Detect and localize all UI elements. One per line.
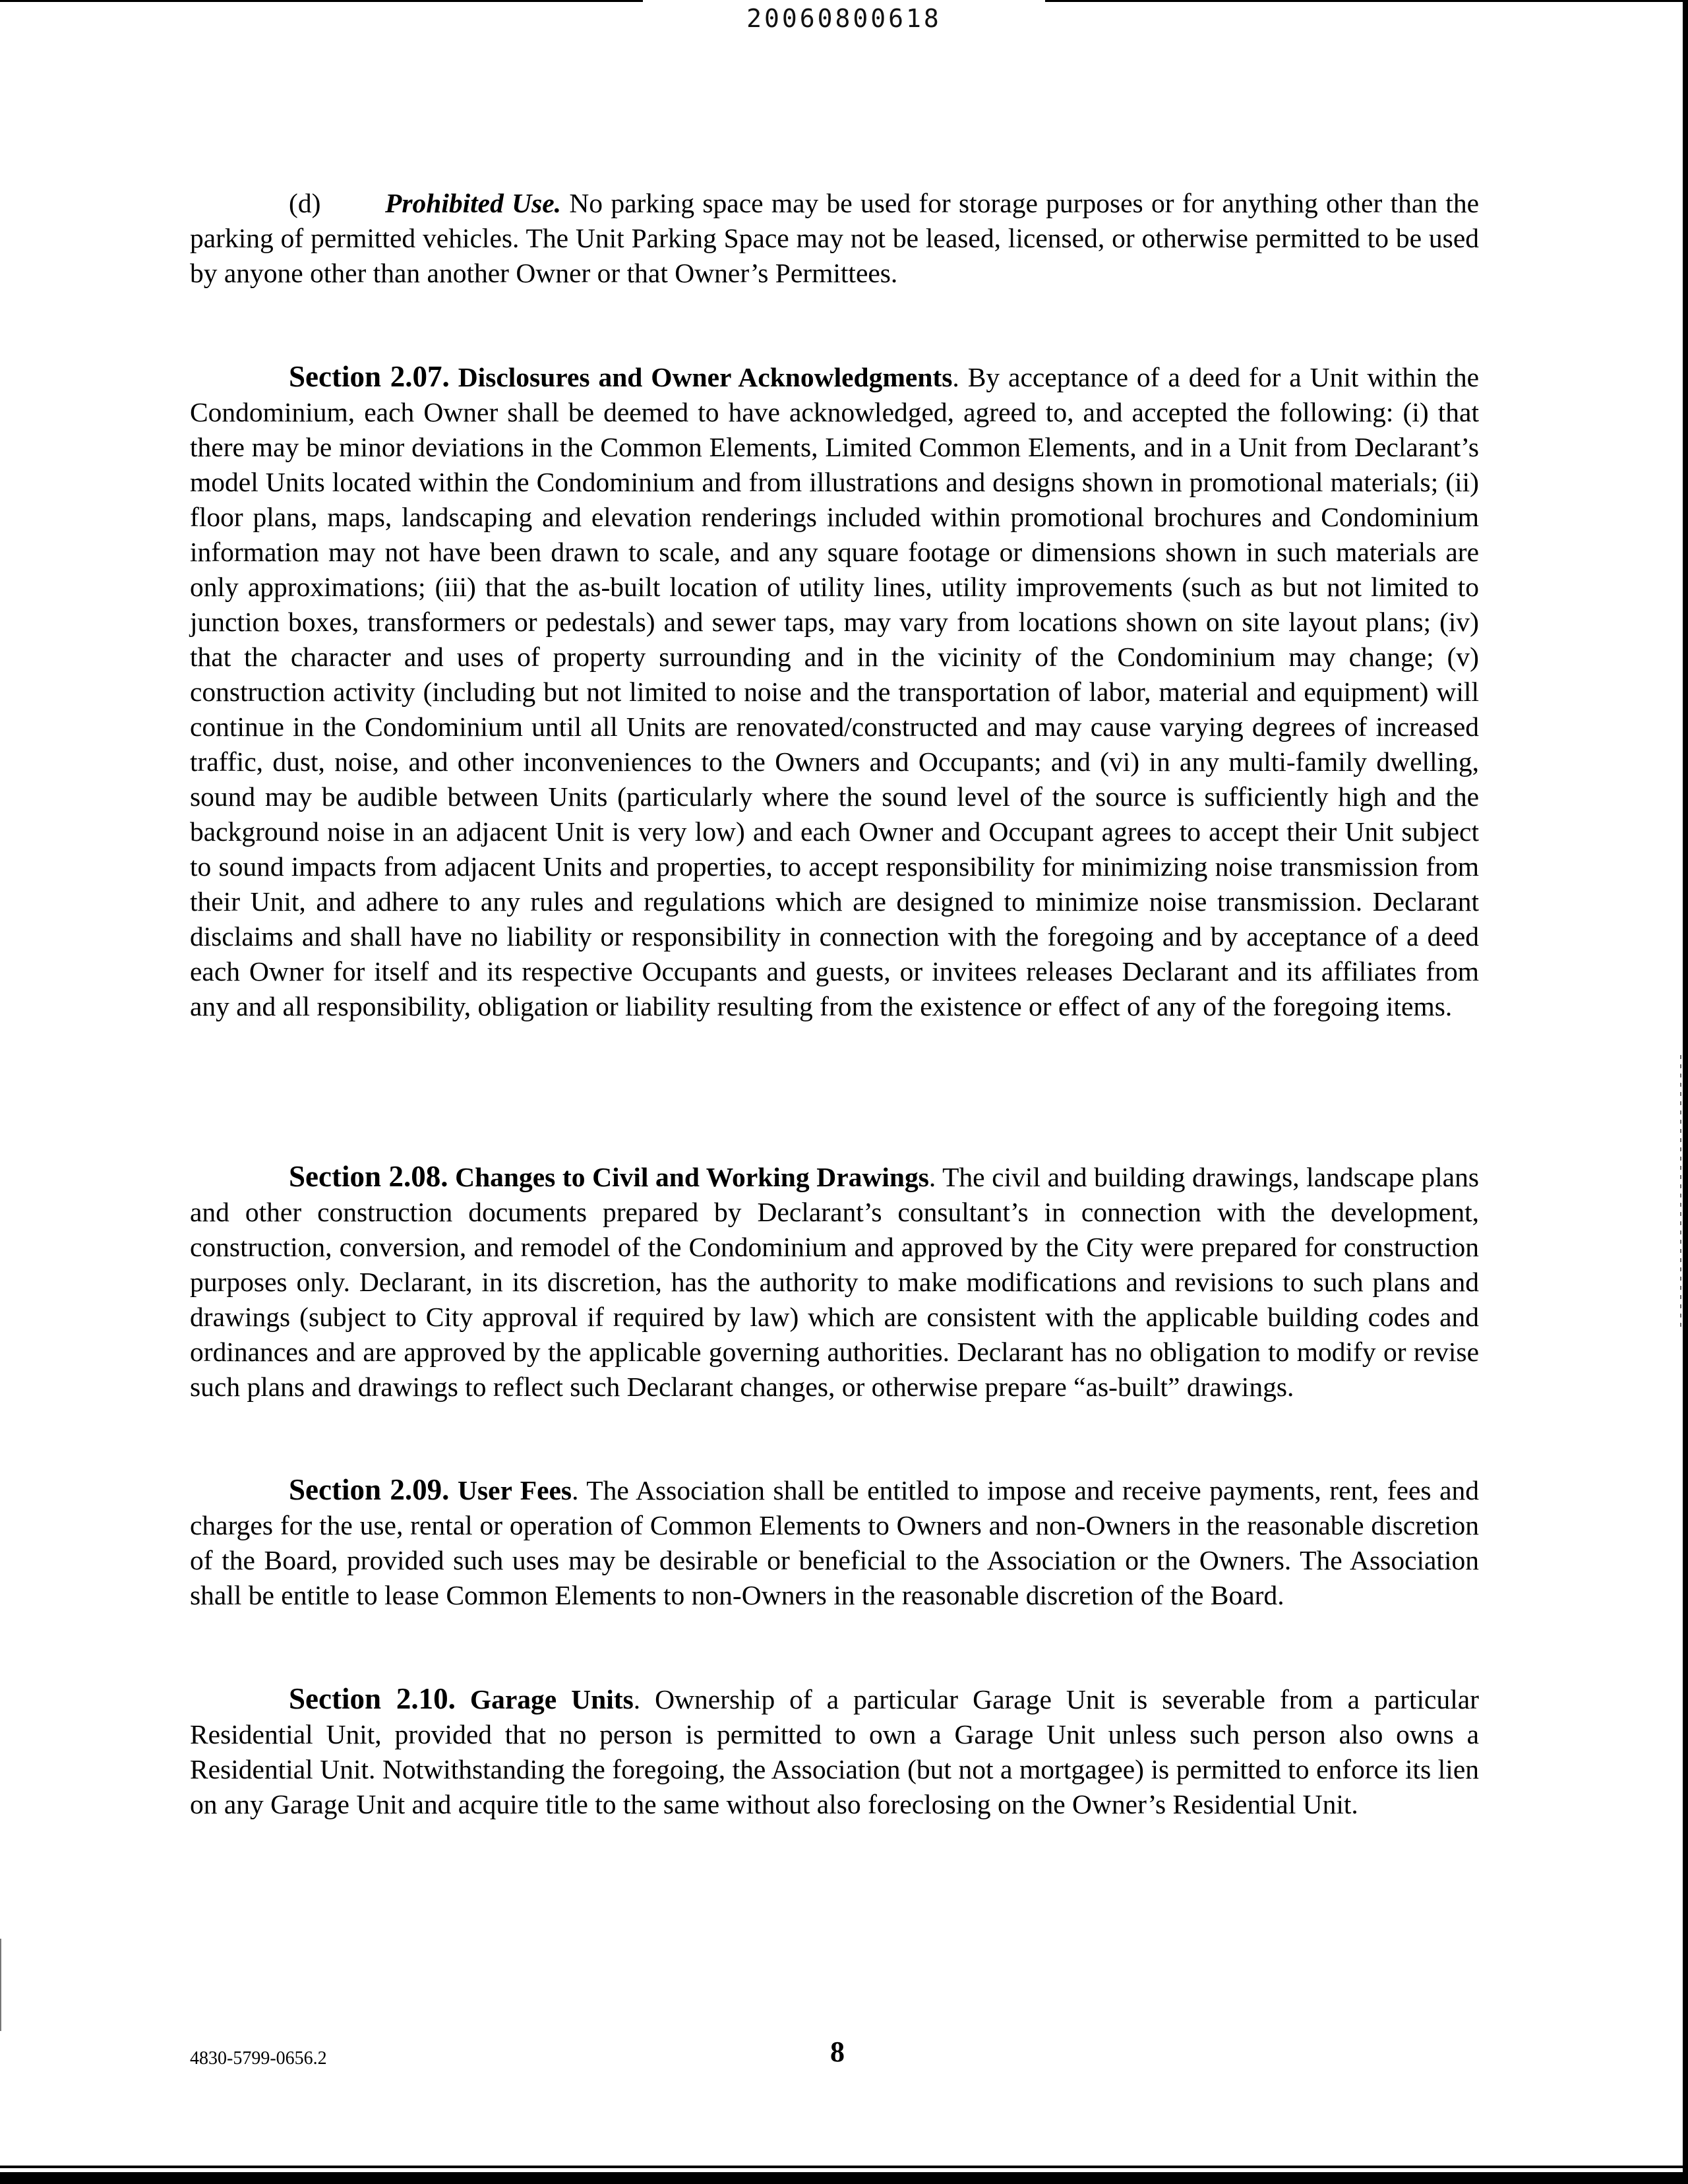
section-2-07 (190, 359, 1479, 1024)
subsection-label: (d) (289, 188, 321, 218)
section-number: Section 2.07. (289, 360, 450, 393)
scan-border-bottom-thin (0, 2166, 1688, 2168)
section-title: Changes to Civil and Working Drawings (455, 1162, 929, 1192)
scan-artifact-dots (1680, 1055, 1681, 1332)
scan-border-right (1683, 0, 1688, 2184)
header-rule-right (1045, 0, 1688, 2)
header-rule-left (0, 0, 643, 2)
section-2-08 (190, 1159, 1479, 1405)
section-2-10 (190, 1682, 1479, 1822)
section-text: . Ownership of a particular Garage Unit is severable from a particular Residential Unit, provided that no person is permitted to own a Garage Unit unless such person also owns a Residential Unit. Notwithstanding the foregoing, the Association (but not a mortgagee) is permitted to enforce its lien on any Garage Unit and acquire title to the same without also foreclosing on the Owner’s Residential Unit. (190, 1684, 1479, 1819)
scan-border-bottom (0, 2172, 1688, 2184)
section-number: Section 2.08. (289, 1160, 448, 1193)
paragraph-prohibited-use (190, 186, 1479, 291)
scan-artifact-tick (0, 1939, 1, 2031)
section-2-09 (190, 1472, 1479, 1613)
subsection-text: No parking space may be used for storage purposes or for anything other than the parking of permitted vehicles. The Unit Parking Space may not be leased, licensed, or otherwise permitted to be used by anyone other than another Owner or that Owner’s Permittees. (190, 188, 1479, 288)
recording-number-stamp: 20060800618 (746, 4, 942, 33)
page-number: 8 (830, 2036, 845, 2068)
section-title: Garage Units (469, 1684, 634, 1714)
section-number: Section 2.09. (289, 1473, 450, 1506)
document-id: 4830-5799-0656.2 (190, 2048, 327, 2069)
subsection-title: Prohibited Use. (385, 188, 562, 218)
section-text: . By acceptance of a deed for a Unit within the Condominium, each Owner shall be deemed to have acknowledged, agreed to, and accepted the following: (i) that there may be minor deviations in the Common Elements, Limited Common Elements, and in a Unit from Declarant’s model Units located within the Condominium and from illustrations and designs shown in promotional materials; (ii) floor plans, maps, landscaping and elevation renderings included within promotional brochures and Condominium information may not have been drawn to scale, and any square footage or dimensions shown in such materials are only approximations; (iii) that the as-built location of utility lines, utility improvements (such as but not limited to junction boxes, transformers or pedestals) and sewer taps, may vary from locations shown on site layout plans; (iv) that the character and uses of property surrounding and in the vicinity of the Condominium may change; (v) construction activity (including but not limited to noise and the transportation of labor, material and equipment) will continue in the Condominium until all Units are renovated/constructed and may cause varying degrees of increased traffic, dust, noise, and other inconveniences to the Owners and Occupants; and (vi) in any multi-family dwelling, sound may be audible between Units (particularly where the sound level of the source is sufficiently high and the background noise in an adjacent Unit is very low) and each Owner and Occupant agrees to accept their Unit subject to sound impacts from adjacent Units and properties, to accept responsibility for minimizing noise transmission from their Unit, and adhere to any rules and regulations which are designed to minimize noise transmission. Declarant disclaims and shall have no liability or responsibility in connection with the foregoing and by acceptance of a deed each Owner for itself and its respective Occupants and guests, or invitees releases Declarant and its affiliates from any and all responsibility, obligation or liability resulting from the existence or effect of any of the foregoing items. (190, 362, 1480, 1021)
section-title: User Fees (457, 1475, 572, 1505)
section-text: . The Association shall be entitled to impose and receive payments, rent, fees and charges for the use, rental or operation of Common Elements to Owners and non-Owners in the reasonable discretion of the Board, provided such uses may be desirable or beneficial to the Association or the Owners. The Association shall be entitle to lease Common Elements to non-Owners in the reasonable discretion of the Board. (190, 1475, 1479, 1610)
section-number: Section 2.10. (289, 1682, 456, 1715)
section-text: . The civil and building drawings, landscape plans and other construction documents prepared by Declarant’s consultant’s in connection with the development, construction, conversion, and remodel of the Condominium and approved by the City were prepared for construction purposes only. Declarant, in its discretion, has the authority to make modifications and revisions to such plans and drawings (subject to City approval if required by law) which are consistent with the applicable building codes and ordinances and are approved by the applicable governing authorities. Declarant has no obligation to modify or revise such plans and drawings to reflect such Declarant changes, or otherwise prepare “as-built” drawings. (190, 1162, 1480, 1402)
section-title: Disclosures and Owner Acknowledgments (458, 362, 953, 392)
